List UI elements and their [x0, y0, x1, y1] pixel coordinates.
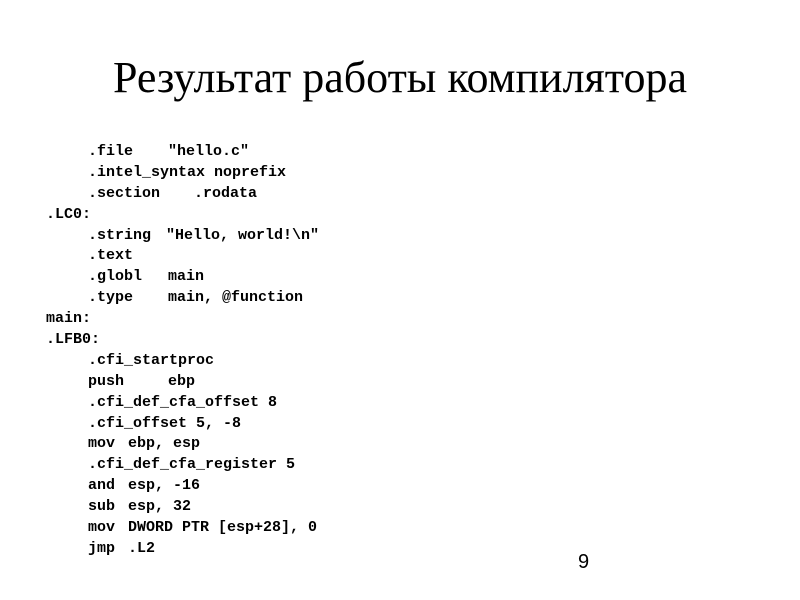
code-line: [46, 184, 566, 205]
code-directive: .globl: [88, 268, 143, 286]
code-directive: .cfi_offset 5, -8: [88, 414, 242, 432]
code-argument: DWORD PTR [esp+28], 0: [128, 519, 318, 537]
code-argument: "hello.c": [168, 143, 250, 160]
code-line: [46, 163, 566, 184]
code-argument: .rodata: [194, 184, 258, 202]
code-instruction: push: [88, 372, 125, 390]
code-directive: .cfi_def_cfa_offset 8: [88, 393, 278, 411]
code-directive: .intel_syntax noprefix: [88, 163, 287, 181]
code-line: [46, 476, 566, 497]
code-line: [46, 539, 566, 560]
code-argument: ebp, esp: [128, 435, 201, 453]
code-line: [46, 267, 566, 288]
code-argument: esp, 32: [128, 498, 192, 516]
code-directive: .string: [88, 226, 152, 244]
code-line: [46, 372, 566, 393]
code-instruction: jmp: [88, 539, 116, 557]
code-directive: .file: [88, 143, 134, 160]
code-directive: .type: [88, 289, 134, 307]
code-argument: main: [168, 268, 205, 286]
code-instruction: sub: [88, 498, 116, 516]
code-instruction: mov: [88, 519, 116, 537]
code-argument: ebp: [168, 372, 196, 390]
code-label: .LFB0:: [46, 331, 101, 349]
code-line: [46, 393, 566, 414]
code-line: [46, 288, 566, 309]
code-argument: main, @function: [168, 289, 304, 307]
code-directive: .section: [88, 184, 161, 202]
code-directive: .cfi_startproc: [88, 351, 215, 369]
code-directive: .text: [88, 247, 134, 265]
code-label: main:: [46, 310, 92, 328]
code-argument: esp, -16: [128, 477, 201, 495]
code-instruction: mov: [88, 435, 116, 453]
code-line: [46, 518, 566, 539]
code-argument: "Hello, world!\n": [166, 226, 320, 244]
code-line: [46, 246, 566, 267]
assembly-listing: [46, 142, 566, 560]
code-line: [46, 351, 566, 372]
code-line: [46, 497, 566, 518]
code-directive: .cfi_def_cfa_register 5: [88, 456, 296, 474]
slide-title: Результат работы компилятора: [113, 53, 687, 102]
code-label: .LC0:: [46, 205, 92, 223]
code-line: [46, 434, 566, 455]
code-line: [46, 455, 566, 476]
code-line: [46, 226, 566, 247]
slide-number: 9: [578, 551, 590, 573]
code-line: [46, 414, 566, 435]
code-argument: .L2: [128, 539, 156, 557]
code-instruction: and: [88, 477, 116, 495]
code-line: [46, 142, 566, 163]
